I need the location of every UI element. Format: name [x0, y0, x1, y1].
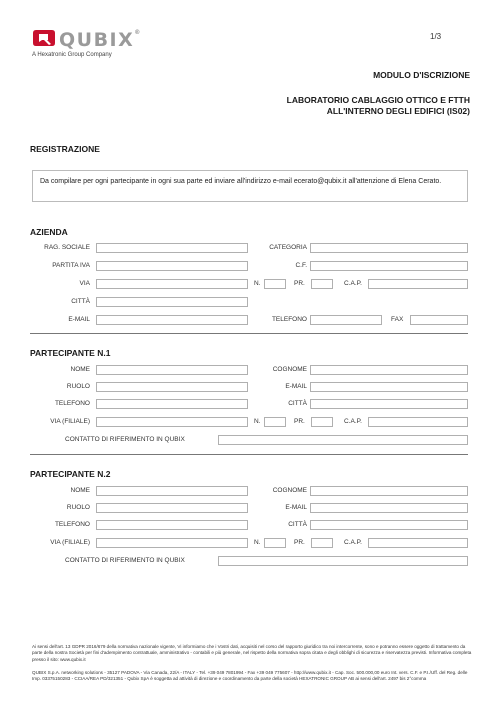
p2-email-field[interactable]: [310, 503, 468, 513]
citta-label: CITTÀ: [71, 298, 90, 305]
via-label: VIA: [79, 280, 90, 287]
p1-citta-label: CITTÀ: [288, 400, 307, 407]
section-divider: [30, 333, 468, 334]
n-field[interactable]: [264, 279, 286, 289]
n-label: N.: [254, 280, 261, 287]
p1-via-field[interactable]: [96, 417, 248, 427]
p2-pr-label: PR.: [294, 539, 305, 546]
company-info: QUBIX S.p.A. networking solutions - 35127 PADOVA - Via Canada, 22/A - ITALY - Tel. +39 049 7801994 - Fax +39 049 775607 - http://www.qubix.it - Cap. Soc. 500.000,00 euro Int. vers. C.F. e P.I./Uff. del Reg. delle Imp. 03375150283 - CCIAA/REA PD/321351 - Qubix SpA è soggetta ad attività di direzione e coordinamento da parte della società HEXATRONIC GROUP AB ai sensi dell'art. 2497 bis 2°comma: [32, 670, 468, 682]
cf-field[interactable]: [310, 261, 468, 271]
p2-telefono-field[interactable]: [96, 520, 248, 530]
course-title-line1: LABORATORIO CABLAGGIO OTTICO E FTTH: [286, 95, 470, 105]
qubix-q-icon: [32, 28, 56, 48]
p1-ruolo-field[interactable]: [96, 382, 248, 392]
p1-nome-field[interactable]: [96, 365, 248, 375]
brand-tagline: A Hexatronic Group Company: [32, 52, 112, 58]
via-field[interactable]: [96, 279, 248, 289]
p2-cognome-field[interactable]: [310, 486, 468, 496]
p1-email-field[interactable]: [310, 382, 468, 392]
p1-citta-field[interactable]: [310, 399, 468, 409]
categoria-label: CATEGORIA: [269, 244, 307, 251]
cf-label: C.F.: [295, 262, 307, 269]
company-heading: AZIENDA: [30, 227, 68, 237]
p2-email-label: E-MAIL: [285, 504, 307, 511]
citta-field[interactable]: [96, 297, 248, 307]
instructions-box: [32, 170, 468, 202]
p1-email-label: E-MAIL: [285, 383, 307, 390]
section-divider: [30, 454, 468, 455]
instructions-text: Da compilare per ogni partecipante in ogni sua parte ed inviare all'indirizzo e-mail ecerato@qubix.it all'attenzione di Elena Cerato.: [40, 178, 442, 185]
p1-telefono-field[interactable]: [96, 399, 248, 409]
pr-field[interactable]: [311, 279, 333, 289]
p2-contatto-label: CONTATTO DI RIFERIMENTO IN QUBIX: [65, 557, 185, 564]
fax-label: FAX: [391, 316, 404, 323]
p1-pr-field[interactable]: [311, 417, 333, 427]
registered-mark: ®: [134, 29, 142, 36]
p1-cognome-field[interactable]: [310, 365, 468, 375]
form-title: MODULO D'ISCRIZIONE: [373, 70, 470, 80]
p1-cap-field[interactable]: [368, 417, 468, 427]
p2-contatto-field[interactable]: [218, 556, 468, 566]
telefono-label: TELEFONO: [271, 316, 307, 323]
rag-sociale-field[interactable]: [96, 243, 248, 253]
p2-ruolo-label: RUOLO: [66, 504, 90, 511]
p2-nome-label: NOME: [70, 487, 90, 494]
p1-nome-label: NOME: [70, 366, 90, 373]
p2-citta-label: CITTÀ: [288, 521, 307, 528]
p2-via-label: VIA (FILIALE): [50, 539, 90, 546]
logo-wordmark: [59, 29, 142, 51]
p2-nome-field[interactable]: [96, 486, 248, 496]
fax-field[interactable]: [410, 315, 468, 325]
p1-n-label: N.: [254, 418, 261, 425]
p1-cognome-label: COGNOME: [272, 366, 307, 373]
email-label: E-MAIL: [68, 316, 90, 323]
p1-cap-label: C.A.P.: [344, 418, 362, 425]
telefono-field[interactable]: [310, 315, 382, 325]
p1-pr-label: PR.: [294, 418, 305, 425]
registration-heading: REGISTRAZIONE: [30, 144, 100, 154]
p2-citta-field[interactable]: [310, 520, 468, 530]
partita-iva-field[interactable]: [96, 261, 248, 271]
p1-via-label: VIA (FILIALE): [50, 418, 90, 425]
categoria-field[interactable]: [310, 243, 468, 253]
p2-ruolo-field[interactable]: [96, 503, 248, 513]
p1-contatto-field[interactable]: [218, 435, 468, 445]
p2-telefono-label: TELEFONO: [54, 521, 90, 528]
partita-iva-label: PARTITA IVA: [52, 262, 90, 269]
cap-label: C.A.P.: [344, 280, 362, 287]
p2-pr-field[interactable]: [311, 538, 333, 548]
p2-n-field[interactable]: [264, 538, 286, 548]
cap-field[interactable]: [368, 279, 468, 289]
participant-1-heading: PARTECIPANTE N.1: [30, 348, 111, 358]
p2-via-field[interactable]: [96, 538, 248, 548]
page-number: 1/3: [430, 32, 442, 41]
privacy-notice: Ai sensi dell'art. 13 GDPR 2016/679 della normativa nazionale vigente, Vi informiamo che i Vostri dati, acquisiti nel corso del rapporto giuridico tra noi intercorrente, sono e potranno essere oggetto di trattamento da parte della nostra Società per fini d'adempimento contrattuale, amministrativo - contabili e più generale, nel rispetto della normativa sopra citata e degli obblighi di sicurezza e riservatezza previsti. Informativa completa presso il sito: www.qubix.it: [32, 644, 472, 662]
p2-cap-label: C.A.P.: [344, 539, 362, 546]
email-field[interactable]: [96, 315, 248, 325]
course-title-line2: ALL'INTERNO DEGLI EDIFICI (IS02): [326, 106, 470, 116]
participant-2-heading: PARTECIPANTE N.2: [30, 469, 111, 479]
p2-cap-field[interactable]: [368, 538, 468, 548]
rag-sociale-label: RAG. SOCIALE: [44, 244, 90, 251]
brand-name: QUBIX: [59, 29, 135, 51]
p1-telefono-label: TELEFONO: [54, 400, 90, 407]
p1-n-field[interactable]: [264, 417, 286, 427]
p2-cognome-label: COGNOME: [272, 487, 307, 494]
p1-ruolo-label: RUOLO: [66, 383, 90, 390]
p1-contatto-label: CONTATTO DI RIFERIMENTO IN QUBIX: [65, 436, 185, 443]
pr-label: PR.: [294, 280, 305, 287]
p2-n-label: N.: [254, 539, 261, 546]
